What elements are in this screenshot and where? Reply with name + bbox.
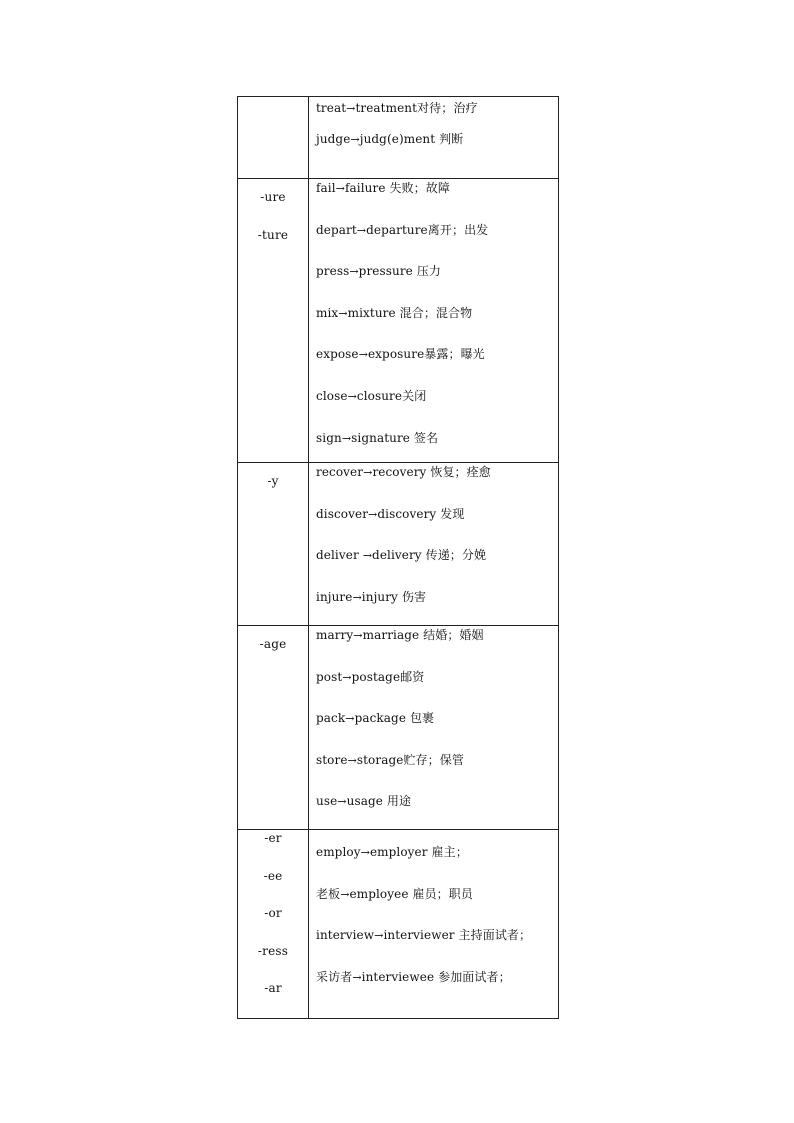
words-cell: [309, 626, 559, 830]
meaning: 主持面试者；: [458, 928, 532, 943]
derived-word: mixture: [347, 305, 396, 320]
word-entry: [309, 376, 558, 418]
table-row: [238, 97, 559, 179]
arrow-icon: →: [360, 846, 370, 859]
base-word: pack: [316, 711, 346, 726]
word-entry: [309, 957, 558, 999]
base-word: judge: [316, 132, 351, 146]
base-word: 采访者: [316, 969, 353, 984]
meaning: 对待；治疗: [417, 101, 478, 115]
arrow-icon: →: [374, 929, 384, 943]
derived-word: marriage: [362, 628, 420, 642]
word-entry: [309, 915, 558, 957]
arrow-icon: →: [352, 590, 362, 604]
suffix-cell: [238, 97, 309, 179]
word-entry: [309, 293, 558, 335]
words-cell: [309, 97, 559, 179]
base-word: discover: [316, 506, 369, 521]
suffix-vocabulary-table: [237, 96, 559, 1019]
base-word: use: [316, 794, 338, 809]
derived-word: treatment: [355, 101, 418, 115]
meaning: 签名: [413, 430, 439, 445]
meaning: 压力: [416, 264, 441, 279]
base-word: deliver: [316, 548, 363, 563]
meaning: 发现: [440, 506, 465, 521]
table-row: [238, 463, 559, 626]
meaning: 包裹: [409, 711, 435, 726]
arrow-icon: →: [338, 306, 348, 320]
meaning: 伤害: [401, 589, 427, 604]
word-entry: [309, 452, 558, 494]
suffix-cell: [238, 626, 309, 830]
meaning: 恢复；痊愈: [430, 465, 491, 479]
suffix-cell: [238, 179, 309, 463]
arrow-icon: →: [337, 795, 347, 809]
arrow-icon: →: [363, 466, 373, 479]
suffix-label: -ar: [264, 981, 282, 995]
base-word: post: [316, 669, 343, 684]
words-cell: [309, 463, 559, 626]
derived-word: interviewer: [383, 928, 455, 943]
arrow-icon: →: [368, 507, 378, 521]
base-word: depart: [316, 222, 357, 237]
suffix-cell: [238, 463, 309, 626]
table-row: [238, 626, 559, 830]
base-word: expose: [316, 347, 359, 362]
meaning: 雇员；职员: [412, 886, 473, 901]
suffix-label: -ee: [263, 868, 283, 883]
base-word: fail: [316, 181, 336, 195]
suffix-label: -ress: [257, 943, 289, 958]
word-entry: [309, 535, 558, 577]
word-entry: [309, 168, 558, 210]
base-word: store: [316, 752, 348, 767]
derived-word: employer: [369, 845, 428, 859]
arrow-icon: →: [342, 670, 352, 684]
word-entry: [309, 615, 558, 657]
derived-word: judg(e)ment: [359, 132, 436, 146]
arrow-icon: →: [340, 887, 350, 901]
word-entry: [309, 657, 558, 699]
word-entry: [309, 334, 558, 376]
meaning: 关闭: [402, 388, 427, 403]
meaning: 判断: [439, 132, 464, 146]
word-entry: [309, 874, 558, 916]
arrow-icon: →: [349, 265, 359, 279]
arrow-icon: →: [358, 348, 368, 362]
word-entry: [309, 832, 558, 874]
word-entry: [309, 129, 558, 150]
base-word: 老板: [316, 886, 341, 901]
meaning: 参加面试者；: [438, 969, 511, 984]
arrow-icon: →: [335, 182, 345, 195]
word-entry: [309, 210, 558, 252]
base-word: treat: [316, 101, 347, 115]
suffix-cell: [238, 830, 309, 1019]
arrow-icon: →: [341, 431, 352, 445]
derived-word: interviewee: [361, 969, 435, 984]
meaning: 贮存；保管: [403, 752, 464, 767]
meaning: 邮资: [400, 669, 425, 684]
derived-word: postage: [351, 669, 401, 684]
derived-word: delivery: [372, 548, 422, 563]
derived-word: package: [354, 711, 407, 726]
words-cell: [309, 179, 559, 463]
derived-word: injury: [361, 589, 398, 604]
suffix-label: -ture: [257, 227, 289, 242]
meaning: 暴露；曝光: [424, 347, 485, 362]
words-cell: [309, 830, 559, 1019]
base-word: sign: [316, 430, 342, 445]
arrow-icon: →: [362, 549, 373, 563]
arrow-icon: →: [345, 712, 355, 726]
arrow-icon: →: [353, 629, 363, 642]
derived-word: departure: [366, 222, 428, 237]
base-word: press: [316, 264, 350, 279]
meaning: 结婚；婚姻: [423, 628, 484, 642]
word-entry: [309, 740, 558, 782]
derived-word: recovery: [372, 465, 427, 479]
base-word: injure: [316, 589, 353, 604]
word-entry: [309, 698, 558, 740]
arrow-icon: →: [347, 389, 357, 403]
derived-word: discovery: [377, 506, 437, 521]
meaning: 传递；分娩: [425, 548, 487, 563]
meaning: 用途: [386, 794, 412, 809]
table-row: [238, 179, 559, 463]
derived-word: pressure: [358, 264, 413, 279]
arrow-icon: →: [350, 133, 360, 146]
arrow-icon: →: [352, 970, 362, 984]
meaning: 失败；故障: [389, 181, 450, 195]
derived-word: failure: [345, 181, 386, 195]
derived-word: storage: [356, 752, 404, 767]
derived-word: employee: [349, 886, 409, 901]
suffix-label: -y: [267, 474, 279, 488]
meaning: 离开；出发: [427, 222, 489, 237]
word-entry: [309, 577, 558, 619]
meaning: 雇主；: [431, 845, 468, 859]
word-entry: [309, 494, 558, 536]
arrow-icon: →: [347, 753, 357, 767]
derived-word: closure: [356, 388, 403, 403]
word-entry: [309, 98, 558, 119]
suffix-label: -or: [264, 906, 282, 920]
base-word: interview: [316, 928, 375, 943]
arrow-icon: →: [356, 223, 367, 237]
base-word: marry: [316, 628, 354, 642]
suffix-label: -ure: [260, 190, 286, 204]
word-entry: [309, 781, 558, 823]
table-row: [238, 830, 559, 1019]
arrow-icon: →: [346, 102, 356, 115]
derived-word: usage: [346, 794, 383, 809]
word-entry: [309, 251, 558, 293]
meaning: 混合；混合物: [399, 305, 473, 320]
derived-word: signature: [351, 430, 410, 445]
suffix-label: -er: [264, 831, 282, 845]
base-word: recover: [316, 465, 364, 479]
suffix-label: -age: [259, 637, 287, 651]
base-word: mix: [316, 305, 339, 320]
derived-word: exposure: [367, 347, 425, 362]
base-word: employ: [316, 845, 361, 859]
base-word: close: [316, 388, 348, 403]
